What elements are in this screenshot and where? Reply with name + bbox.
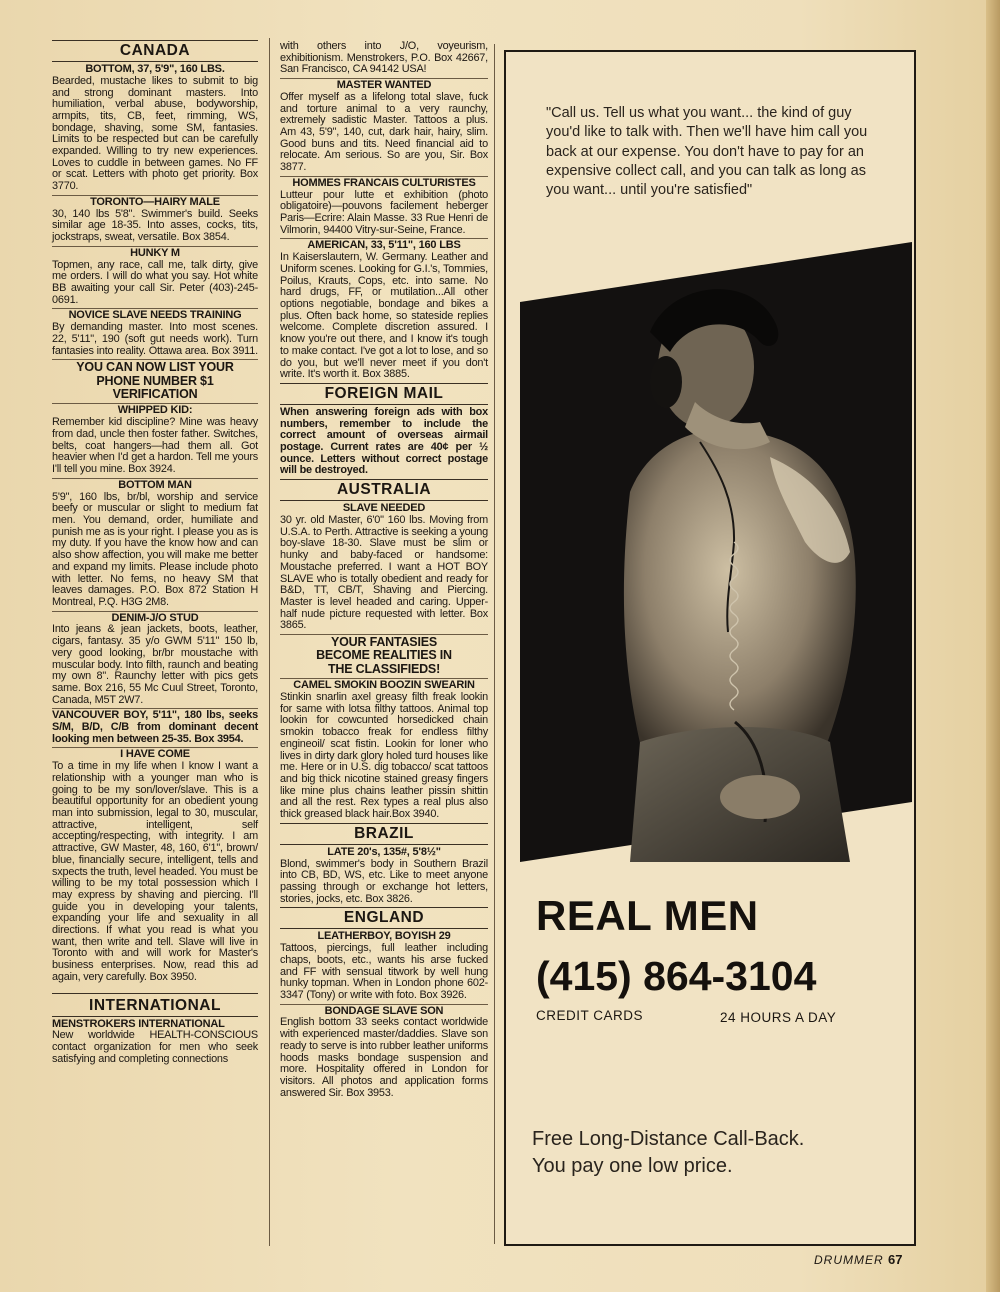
ad-text: Blond, swimmer's body in Southern Brazil into CB, BD, WS, etc. Like to meet anyone passing through or exchange hot letters, stories, jocks, etc. Box 3826. xyxy=(280,857,488,905)
page-number: 67 xyxy=(888,1252,903,1267)
classified-ad xyxy=(280,680,488,821)
ad-quote: "Call us. Tell us what you want... the kind of guy you'd like to talk with. Then we'll have him call you back at our expense. You don't have to pay for an expensive collect call, and you can talk as long as you want... until you're satisfied" xyxy=(546,105,868,199)
ad-heading: LEATHERBOY, BOYISH 29 xyxy=(317,930,451,943)
column-divider xyxy=(494,44,495,1244)
ad-text: Lutteur pour lutte et exhibition (photo obligatoire)—pouvons facilement heberger Paris—Ecrire: Alain Masse. 33 Rue Henri de Vilmorin, 94400 Vitry-sur-Seine, France. xyxy=(280,188,488,236)
ad-text: 30 yr. old Master, 6'0" 160 lbs. Moving from U.S.A. to Perth. Attractive is seeking a young boy-slave 18-30. Slave must be slim or hunky and baby-faced or handsome: Moustache preferred. I want a HOT BOY SLAVE who is totally obedient and ready for B&D, TT, CB/T, Shaving and Piercing. Master is level headed and caring. Upper-half nude picture requested with letter. Box 3865. xyxy=(280,513,488,632)
section-heading-foreign-mail: FOREIGN MAIL xyxy=(280,383,488,405)
classified-ad-vancouver: VANCOUVER BOY, 5'11", 180 lbs, seeks S/M, B/D, C/B from dominant decent looking men between 25-35. Box 3954. xyxy=(52,709,258,745)
classifieds-promo: YOUR FANTASIES BECOME REALITIES IN THE CLASSIFIEDS! xyxy=(316,635,452,676)
section-heading-england: ENGLAND xyxy=(280,907,488,929)
ad-hours: 24 HOURS A DAY xyxy=(720,1010,837,1025)
classifieds-column-1 xyxy=(52,38,258,1066)
ad-heading: DENIM-J/O STUD xyxy=(111,611,199,624)
ad-heading: LATE 20's, 135#, 5'8½" xyxy=(327,845,441,858)
classifieds-column-2 xyxy=(280,38,488,1099)
ad-text: By demanding master. Into most scenes. 22, 5'11", 190 (soft gut needs work). Turn fantasies into reality. Ottawa area. Box 3911. xyxy=(52,321,258,357)
magazine-name: DRUMMER xyxy=(814,1253,884,1267)
ad-heading: WHIPPED KID: xyxy=(117,404,193,417)
ad-callback-line-2: You pay one low price. xyxy=(532,1155,733,1177)
binding-edge xyxy=(986,0,1000,1292)
section-heading-canada: CANADA xyxy=(52,40,258,62)
ad-brand-name: REAL MEN xyxy=(536,892,759,939)
classified-ad xyxy=(280,178,488,237)
real-men-advertisement xyxy=(504,50,916,1246)
ad-heading: BONDAGE SLAVE SON xyxy=(324,1004,444,1017)
section-heading-australia: AUSTRALIA xyxy=(280,479,488,501)
ad-heading: MASTER WANTED xyxy=(336,79,432,92)
classified-ad xyxy=(280,240,488,381)
section-heading-international: INTERNATIONAL xyxy=(52,997,258,1017)
ad-text: Offer myself as a lifelong total slave, fuck and torture animal to a very raunchy, extremely sadistic Master. Tattoos a plus. Am 43, 5'9", 140, cut, dark hair, hairy, slim. Good buns and tits. Need financial aid to relocate. Am serious. So are you, Sir. Box 3877. xyxy=(280,90,488,174)
classified-ad xyxy=(52,248,258,307)
ad-text: Stinkin snarlin axel greasy filth freak lookin for same with lotsa filthy tattoos. Animal top lookin for cowcunted horsedicked chain smokin tobacco freak for endless filthy engineoil/ scat fistin. Lookin for loner who lives in dirty dark glory holed turd houses like me. Here or in U.S. dig tobacco/ scat tattoos and big thick nicotine stained greasy fingers like mine plus chains leather pissin shittin and all the rest. Rex types a real plus also thick greased black hair.Box 3940. xyxy=(280,691,488,821)
ad-divider xyxy=(52,993,258,994)
ad-heading: CAMEL SMOKIN BOOZIN SWEARIN xyxy=(293,679,475,692)
ad-heading: TORONTO—HAIRY MALE xyxy=(90,195,220,208)
ad-text: Into jeans & jean jackets, boots, leather, cigars, fantasy. 35 y/o GWM 5'11" 150 lb, very good looking, br/br moustache with muscular body. Into filth, raunch and beating my own 8". Raunchy letter with pics gets same. Box 216, 55 Mc Cuul Street, Toronto, Canada, M5T 2W7. xyxy=(52,623,258,706)
ad-credit-cards: CREDIT CARDS xyxy=(536,1008,644,1023)
classified-ad xyxy=(280,847,488,906)
classified-ad xyxy=(52,64,258,193)
foreign-mail-notice: When answering foreign ads with box numbers, remember to include the correct amount of overseas airmail postage. Current rates are 40¢ per ½ ounce. Letters without correct postage will be destroyed. xyxy=(280,405,488,477)
classified-ad xyxy=(280,80,488,174)
ad-heading: NOVICE SLAVE NEEDS TRAINING xyxy=(68,309,242,322)
ad-heading: MENSTROKERS INTERNATIONAL xyxy=(52,1017,225,1030)
ad-text-continued: with others into J/O, voyeurism, exhibitionism. Menstrokers, P.O. Box 42667, San Francisco, CA 94142 USA! xyxy=(280,40,488,76)
ad-heading: BOTTOM MAN xyxy=(118,478,192,491)
man-on-phone-photo xyxy=(520,242,912,862)
ad-heading: HOMMES FRANCAIS CULTURISTES xyxy=(292,176,476,189)
ad-heading: HUNKY M xyxy=(130,246,180,259)
ad-callback-line-1: Free Long-Distance Call-Back. xyxy=(532,1128,805,1150)
classified-ad xyxy=(52,197,258,244)
classified-ad xyxy=(52,480,258,609)
ad-text: Topmen, any race, call me, talk dirty, give me orders. I will do what you say. Hot white BB awaiting your call Sir. Peter (403)-245-0691. xyxy=(52,258,258,306)
ad-text: Remember kid discipline? Mine was heavy from dad, uncle then foster father. Switches, belts, coat hangers—had them all. Got heavier when I'd get a hardon. Tell me yours I'll tell you mine. Box 3924. xyxy=(52,416,258,476)
ad-heading: SLAVE NEEDED xyxy=(342,502,426,515)
classified-ad xyxy=(280,1006,488,1100)
page-footer xyxy=(814,1252,902,1267)
classified-ad xyxy=(52,613,258,707)
ad-text: To a time in my life when I know I want a relationship with a younger man who is going to be my son/lover/slave. This is a beautiful opportunity for an obedient young man into submission, legal to 30, muscular, attractive, intelligent, self accepting/respecting, with integrity. I am attractive, GW Master, 48, 160, 6'1", brown/ blue, financially secure, intelligent, tells and sxpects the truth, level headed. You must be willing to be my total possession which I may express by shaving and piercing. I'll guide you in developing your talents, expanding your life and sexuality in all directions. If what you read is what you want, then write and tell. Slave will live in Toronto with and will work for Master's business enterprises. Now, read this ad again, very carefully. Box 3950. xyxy=(52,760,258,983)
classified-ad xyxy=(52,1019,258,1066)
classified-ad xyxy=(280,931,488,1001)
ad-callback-offer xyxy=(532,1126,892,1180)
classified-ad xyxy=(52,749,258,983)
ad-text: English bottom 33 seeks contact worldwide with experienced master/daddies. Slave son ready to serve is into rubber leather uniforms hoods masks bondage suspension and more. Hospitality offered in London for visitors. All photos and application forms answered Sir. Box 3953. xyxy=(280,1016,488,1099)
ad-heading: BOTTOM, 37, 5'9", 160 LBS. xyxy=(85,63,225,75)
classified-ad xyxy=(280,503,488,632)
ad-text: 30, 140 lbs 5'8". Swimmer's build. Seeks similar age 18-35. Into asses, cocks, tits, jockstraps, sweat, versatile. Box 3854. xyxy=(52,207,258,244)
ad-text: New worldwide HEALTH-CONSCIOUS contact organization for men who seek satisfying and completing connections xyxy=(52,1029,258,1065)
phone-listing-notice: YOU CAN NOW LIST YOUR PHONE NUMBER $1 VERIFICATION xyxy=(76,360,234,402)
ad-text: 5'9", 160 lbs, br/bl, worship and service beefy or muscular or slight to medium fat men. You demand, order, humiliate and punish me as is your right. I please you as is my duty. If you have the know how and can also show affection, you will make me better and expand my limits. Please include photo with letter. No fems, no heavy SM that leaves damages. P.O. Box 872 Station H Montreal, P.Q. H3G 2M8. xyxy=(52,490,258,608)
ad-heading: AMERICAN, 33, 5'11", 160 LBS xyxy=(307,239,461,252)
section-heading-brazil: BRAZIL xyxy=(280,823,488,845)
ad-phone-number: (415) 864-3104 xyxy=(536,953,817,999)
ad-text: In Kaiserslautern, W. Germany. Leather and Uniform scenes. Looking for G.I.'s, Tommies, Poilus, Krauts, Cops, etc. into same. No hard drugs, FF, or mutilation...All other options negotiable, bondage and bikes a plus. Often back home, so stateside replies welcome. Complete discretion assured. I know you're out there, and I know it's tough to make contact. I've got a lot to lose, and so do you, but we'll never meet if you don't write. It's worth it. Box 3885. xyxy=(280,251,488,381)
classified-ad xyxy=(52,310,258,357)
ad-text: Tattoos, piercings, full leather including chaps, boots, etc., wants his arse fucked and FF with sensual titwork by well hung hunky topman. When in London phone 602-3347 (Tony) or write with foto. Box 3926. xyxy=(280,942,488,1001)
ad-text: Bearded, mustache likes to submit to big and strong dominant masters. Into humiliation, verbal abuse, bodyworship, armpits, tits, CB, feet, rimming, WS, bondage, shaving, some SM, fantasies. Limits to be respected but can be carefully expanded. Willing to try new experiences. Loves to cuddle in between games. No FF or scat. Letters with photo get priority. Box 3770. xyxy=(52,74,258,193)
column-divider xyxy=(269,38,270,1246)
ad-heading: I HAVE COME xyxy=(120,748,190,761)
classified-ad xyxy=(52,405,258,475)
